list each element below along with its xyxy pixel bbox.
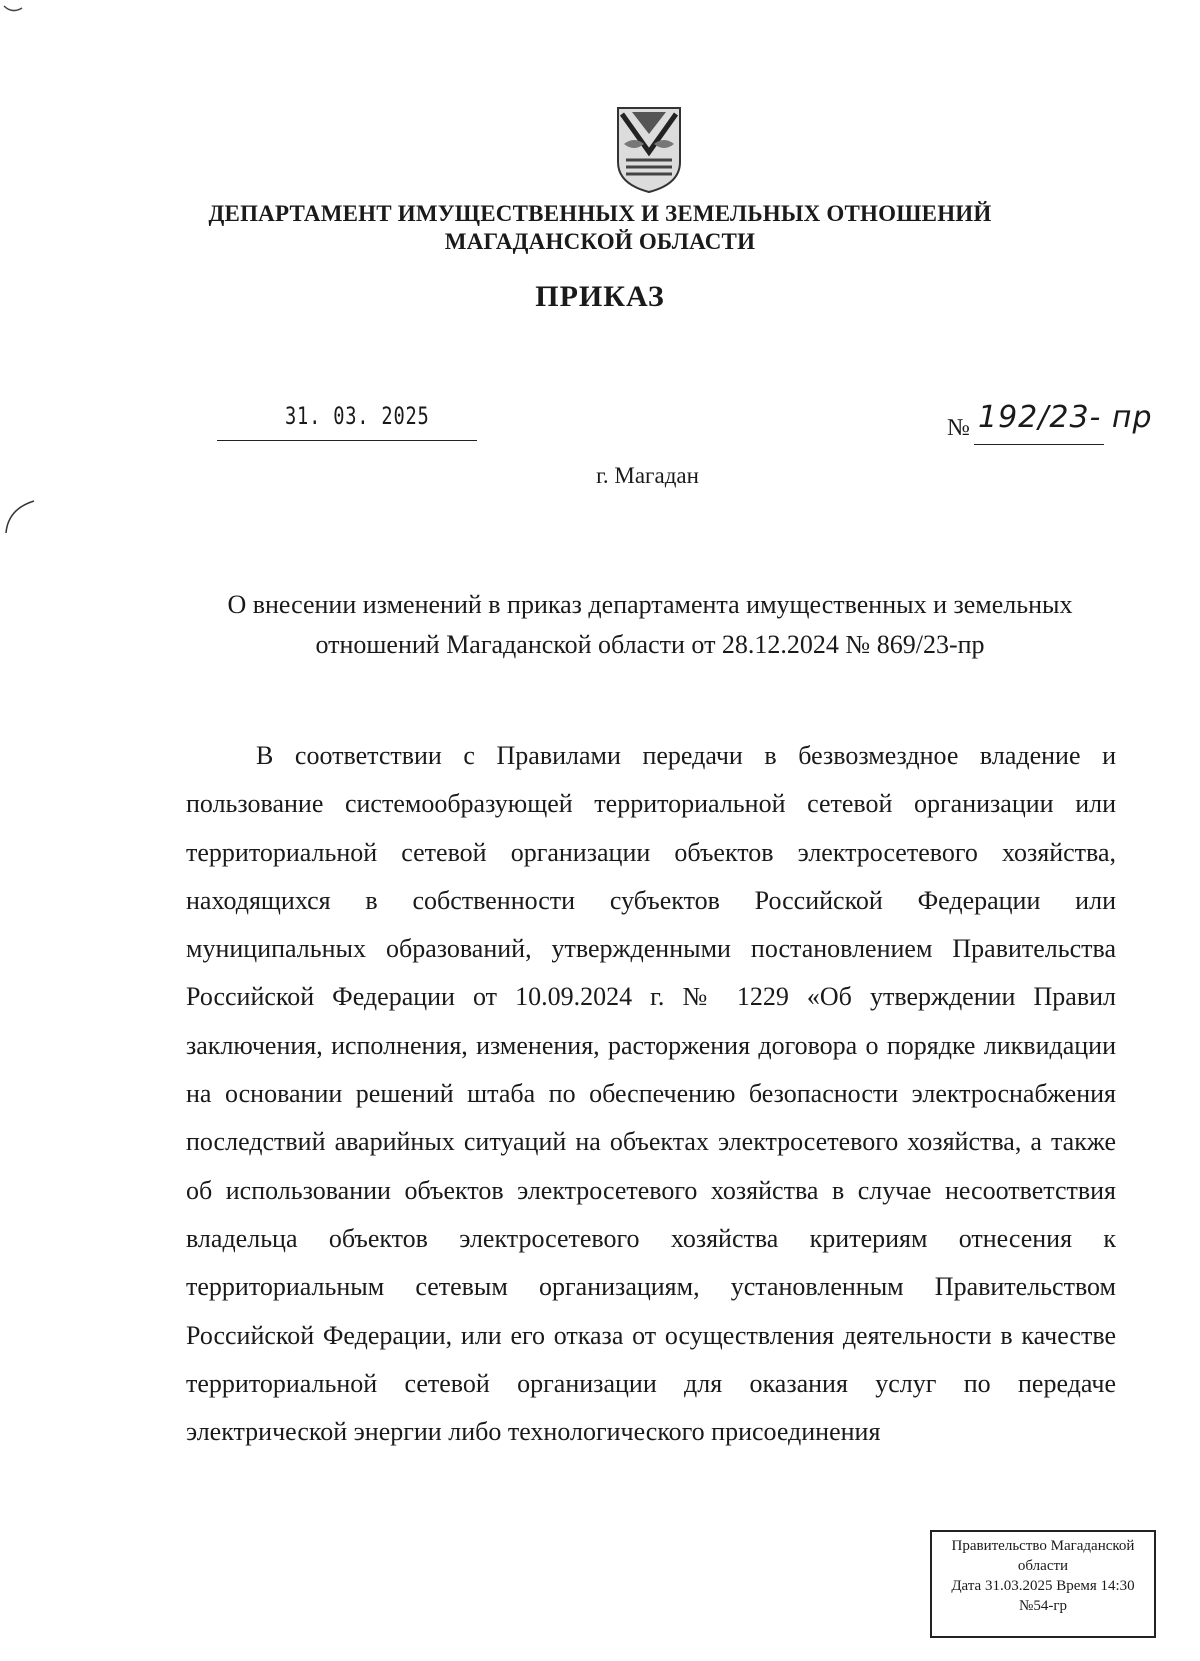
order-date: 31. 03. 2025 xyxy=(285,402,430,430)
order-number: 192/23- пр xyxy=(978,400,1153,435)
stamp-line-number: №54-гр xyxy=(1019,1598,1067,1614)
number-sign: № xyxy=(947,415,970,441)
scan-corner-mark xyxy=(0,0,30,24)
stamp-line-region: области xyxy=(1017,1558,1069,1574)
number-underline xyxy=(974,444,1104,445)
registration-stamp xyxy=(930,1530,1156,1638)
coat-of-arms-icon xyxy=(614,104,684,194)
scan-margin-mark xyxy=(0,495,40,535)
order-subject: О внесении изменений в приказ департамента имущественных и земельных отношений Магаданской области от 28.12.2024 № 869/23-пр xyxy=(227,590,1073,659)
document-type-title: ПРИКАЗ xyxy=(535,280,665,313)
order-body-text: В соответствии с Правилами передачи в безвозмездное владение и пользование системообразующей территориальной сетевой организации или территориальной сетевой организации объектов электросетевого хозяйства, находящихся в собственности субъектов Российской Федерации или муниципальных образований, утвержденными постановлением Правительства Российской Федерации от 10.09.2024 г. № 1229 «Об утверждении Правил заключения, исполнения, изменения, расторжения договора о порядке ликвидации на основании решений штаба по обеспечению безопасности электроснабжения последствий аварийных ситуаций на объектах электросетевого хозяйства, а также об использовании объектов электросетевого хозяйства в случае несоответствия владельца объектов электросетевого хозяйства критериям отнесения к территориальным сетевым организациям, установленным Правительством Российской Федерации, или его отказа от осуществления деятельности в качестве территориальной сетевой организации для оказания услуг по передаче электрической энергии либо технологического присоединения xyxy=(186,741,1116,1447)
city-name: г. Магадан xyxy=(596,463,699,488)
department-name-line1: ДЕПАРТАМЕНТ ИМУЩЕСТВЕННЫХ И ЗЕМЕЛЬНЫХ ОТНОШЕНИЙ xyxy=(208,201,992,226)
date-underline xyxy=(217,440,477,441)
stamp-line-datetime: Дата 31.03.2025 Время 14:30 xyxy=(951,1578,1135,1594)
stamp-line-organization: Правительство Магаданской xyxy=(951,1538,1135,1554)
department-name-line2: МАГАДАНСКОЙ ОБЛАСТИ xyxy=(444,229,756,254)
